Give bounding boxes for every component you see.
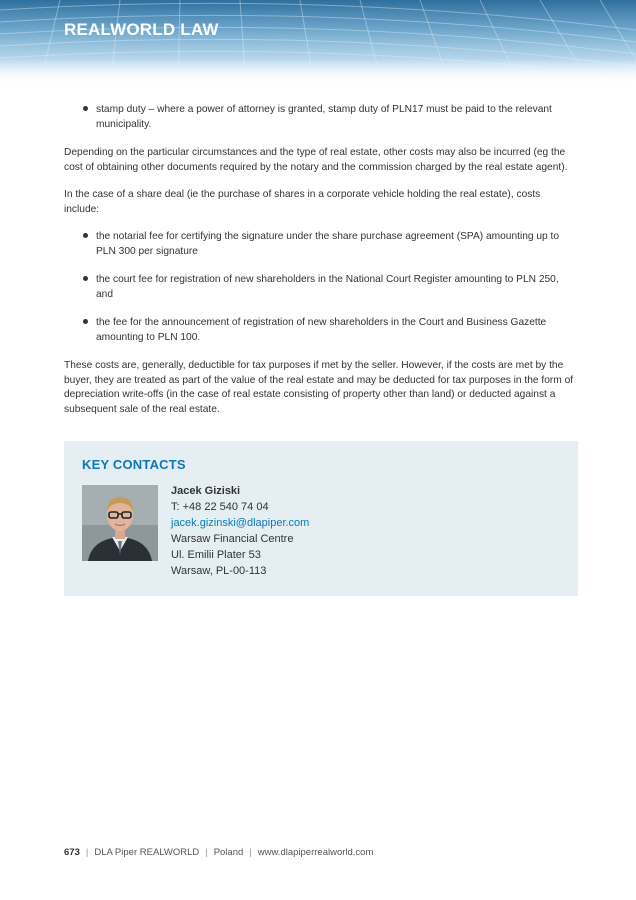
building-banner-image bbox=[0, 0, 636, 84]
list-item-text: stamp duty – where a power of attorney is granted, stamp duty of PLN17 must be paid to the relevant municipality. bbox=[96, 104, 552, 130]
footer-separator: | bbox=[249, 847, 252, 858]
bullet-icon bbox=[83, 106, 88, 111]
footer-country: Poland bbox=[213, 847, 244, 858]
paragraph: These costs are, generally, deductible for tax purposes if met by the seller. However, if the costs are met by the buyer, they are treated as part of the value of the real estate and may be deducted for tax purposes in the form of depreciation write-offs (in the case of real estate consisting of property other than land) or deducted against a subsequent sale of the real estate. bbox=[64, 360, 574, 415]
footer-separator: | bbox=[85, 847, 89, 858]
contact-photo bbox=[82, 485, 158, 561]
list-item bbox=[64, 230, 576, 259]
contact-address-line: Ul. Emilii Plater 53 bbox=[171, 549, 261, 561]
contact-email-link[interactable]: jacek.gizinski@dlapiper.com bbox=[171, 517, 310, 529]
contact-details bbox=[171, 483, 309, 579]
bullet-icon bbox=[83, 276, 88, 281]
contact-address-line: Warsaw, PL-00-113 bbox=[171, 565, 267, 577]
paragraph: Depending on the particular circumstances and the type of real estate, other costs may also be incurred (eg the cost of obtaining other documents required by the notary and the commission charged by the real estate agent). bbox=[64, 147, 568, 173]
key-contacts-title: KEY CONTACTS bbox=[82, 457, 186, 472]
stamp-duty-list bbox=[64, 103, 576, 132]
key-contacts-box bbox=[64, 441, 578, 596]
bullet-icon bbox=[83, 233, 88, 238]
footer-website-link[interactable]: www.dlapiperrealworld.com bbox=[257, 847, 374, 858]
body-content bbox=[64, 103, 576, 430]
list-item bbox=[64, 273, 576, 302]
list-item-text: the notarial fee for certifying the signature under the share purchase agreement (SPA) amounting up to PLN 300 per signature bbox=[96, 231, 560, 257]
share-deal-costs-list bbox=[64, 230, 576, 345]
page-number: 673 bbox=[64, 847, 80, 858]
list-item bbox=[64, 316, 576, 345]
paragraph: In the case of a share deal (ie the purchase of shares in a corporate vehicle holding the real estate), costs include: bbox=[64, 189, 541, 215]
page-header bbox=[0, 0, 636, 84]
header-title: REALWORLD LAW bbox=[64, 20, 219, 39]
page-footer bbox=[64, 847, 373, 858]
bullet-icon bbox=[83, 319, 88, 324]
footer-publication: DLA Piper REALWORLD bbox=[94, 847, 200, 858]
contact-address-line: Warsaw Financial Centre bbox=[171, 533, 294, 545]
list-item-text: the fee for the announcement of registration of new shareholders in the Court and Business Gazette amounting to PLN 100. bbox=[96, 317, 547, 343]
list-item-text: the court fee for registration of new shareholders in the National Court Register amounting to PLN 250, and bbox=[96, 274, 559, 300]
contact-name: Jacek Giziski bbox=[171, 485, 241, 497]
contact-phone: T: +48 22 540 74 04 bbox=[171, 501, 269, 513]
footer-separator: | bbox=[205, 847, 208, 858]
person-photo-icon bbox=[82, 485, 158, 561]
list-item bbox=[64, 103, 576, 132]
